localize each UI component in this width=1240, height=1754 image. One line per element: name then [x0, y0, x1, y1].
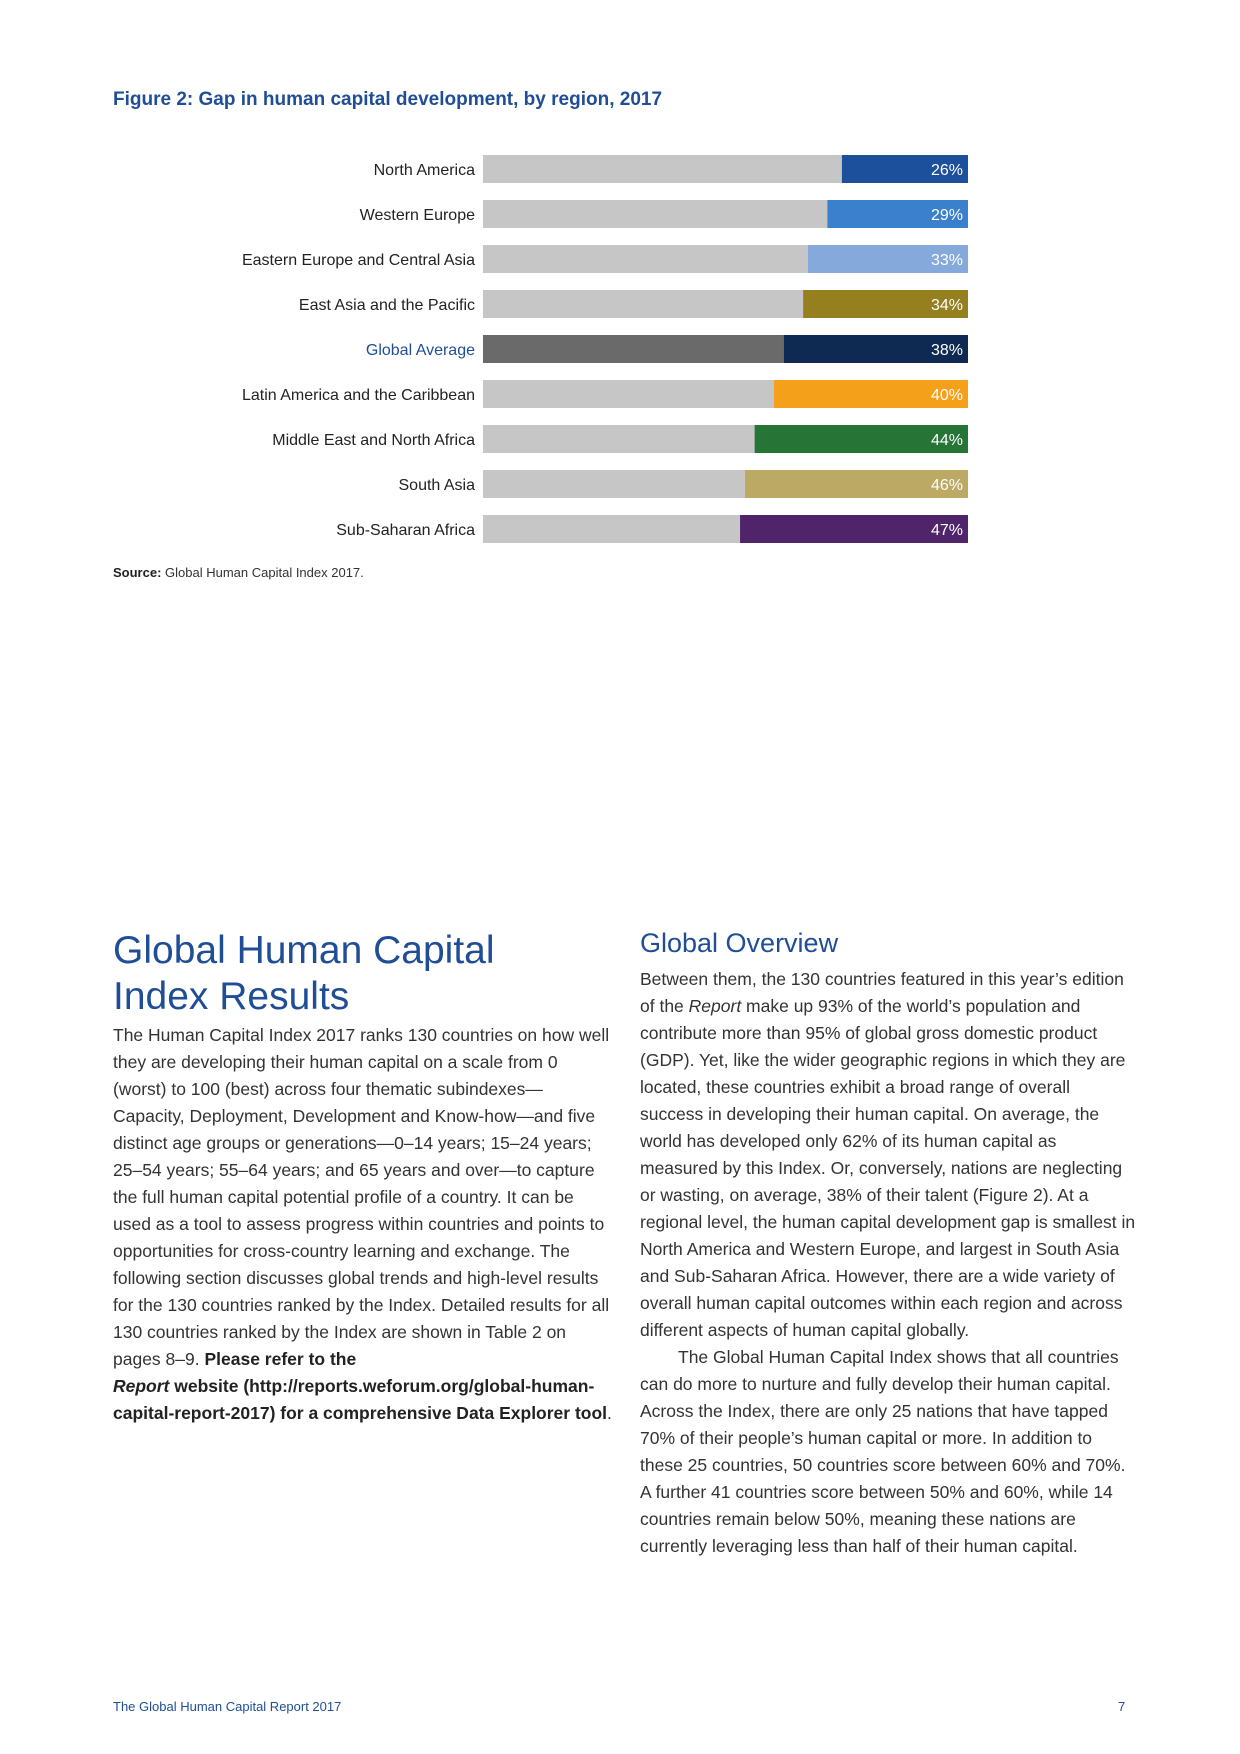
- value-label: 47%: [930, 522, 963, 539]
- cta-period: .: [607, 1403, 612, 1423]
- source-text: Global Human Capital Index 2017.: [165, 565, 364, 580]
- results-title-line1: Global Human Capital: [113, 929, 495, 972]
- bar-developed: [483, 380, 774, 408]
- value-label: 34%: [930, 297, 963, 314]
- value-label: 26%: [930, 162, 963, 179]
- overview-paragraph-1: [640, 966, 1137, 1344]
- category-label: North America: [373, 162, 475, 179]
- bar-developed: [483, 335, 784, 363]
- category-label: Sub-Saharan Africa: [336, 522, 475, 539]
- results-title-line2: Index Results: [113, 975, 350, 1018]
- overview-p1-italic: Report: [688, 996, 742, 1016]
- bar-developed: [483, 155, 842, 183]
- bar-developed: [483, 245, 808, 273]
- cta-rest: website (http://reports.weforum.org/global-human-capital-report-2017) for a comprehensive Data Explorer tool: [113, 1376, 608, 1423]
- figure-source: [113, 565, 364, 580]
- bar-developed: [483, 200, 827, 228]
- bar-developed: [483, 515, 740, 543]
- footer-report-name: The Global Human Capital Report 2017: [113, 1699, 342, 1714]
- results-paragraph: [113, 1022, 613, 1427]
- bar-chart: [0, 0, 1240, 560]
- overview-body: [640, 966, 1137, 1560]
- overview-p1-b: make up 93% of the world’s population and contribute more than 95% of global gross domestic product (GDP). Yet, like the wider geographic regions in which they are located, these countries exhibit a broad range of overall success in developing their human capital. On average, the world has developed only 62% of its human capital as measured by this Index. Or, conversely, nations are neglecting or wasting, on average, 38% of their talent (Figure 2). At a regional level, the human capital development gap is smallest in North America and Western Europe, and largest in South Asia and Sub-Saharan Africa. However, there are a wide variety of overall human capital outcomes within each region and across different aspects of human capital globally.: [640, 996, 1136, 1340]
- figure-title: Figure 2: Gap in human capital development, by region, 2017: [113, 89, 663, 110]
- bar-developed: [483, 290, 803, 318]
- results-body: [113, 1022, 613, 1427]
- category-label: Middle East and North Africa: [272, 432, 475, 449]
- results-title: [113, 928, 633, 1020]
- bar-developed: [483, 425, 755, 453]
- value-label: 29%: [930, 207, 963, 224]
- cta-italic: Report: [113, 1376, 170, 1396]
- category-label: South Asia: [398, 477, 475, 494]
- category-label: Latin America and the Caribbean: [241, 387, 475, 404]
- value-label: 40%: [930, 387, 963, 404]
- footer-page-number: 7: [1118, 1699, 1126, 1714]
- category-label: Western Europe: [359, 207, 475, 224]
- overview-paragraph-2: The Global Human Capital Index shows that all countries can do more to nurture and fully develop their human capital. Across the Index, there are only 25 nations that have tapped 70% of their people’s human capital or more. In addition to these 25 countries, 50 countries score between 60% and 70%. A further 41 countries score between 50% and 60%, while 14 countries remain below 50%, meaning these nations are currently leveraging less than half of their human capital.: [640, 1347, 1126, 1556]
- overview-title: Global Overview: [640, 928, 839, 958]
- value-label: 33%: [930, 252, 963, 269]
- value-label: 46%: [930, 477, 963, 494]
- category-label: Global Average: [365, 342, 475, 359]
- results-text: The Human Capital Index 2017 ranks 130 countries on how well they are developing their human capital on a scale from 0 (worst) to 100 (best) across four thematic subindexes—Capacity, Deployment, Development and Know-how—and five distinct age groups or generations—0–14 years; 15–24 years; 25–54 years; 55–64 years; and 65 years and over—to capture the full human capital potential profile of a country. It can be used as a tool to assess progress within countries and points to opportunities for cross-country learning and exchange. The following section discusses global trends and high-level results for the 130 countries ranked by the Index. Detailed results for all 130 countries ranked by the Index are shown in Table 2 on pages 8–9.: [113, 1025, 610, 1369]
- category-label: East Asia and the Pacific: [298, 297, 475, 314]
- overview-p1-a: Between them, the 130 countries featured in this year’s edition of the: [640, 969, 1124, 1016]
- value-label: 44%: [930, 432, 963, 449]
- bar-developed: [483, 470, 745, 498]
- category-label: Eastern Europe and Central Asia: [241, 252, 475, 269]
- value-label: 38%: [930, 342, 963, 359]
- source-label: Source:: [113, 565, 162, 580]
- cta-lead: Please refer to the: [204, 1349, 357, 1369]
